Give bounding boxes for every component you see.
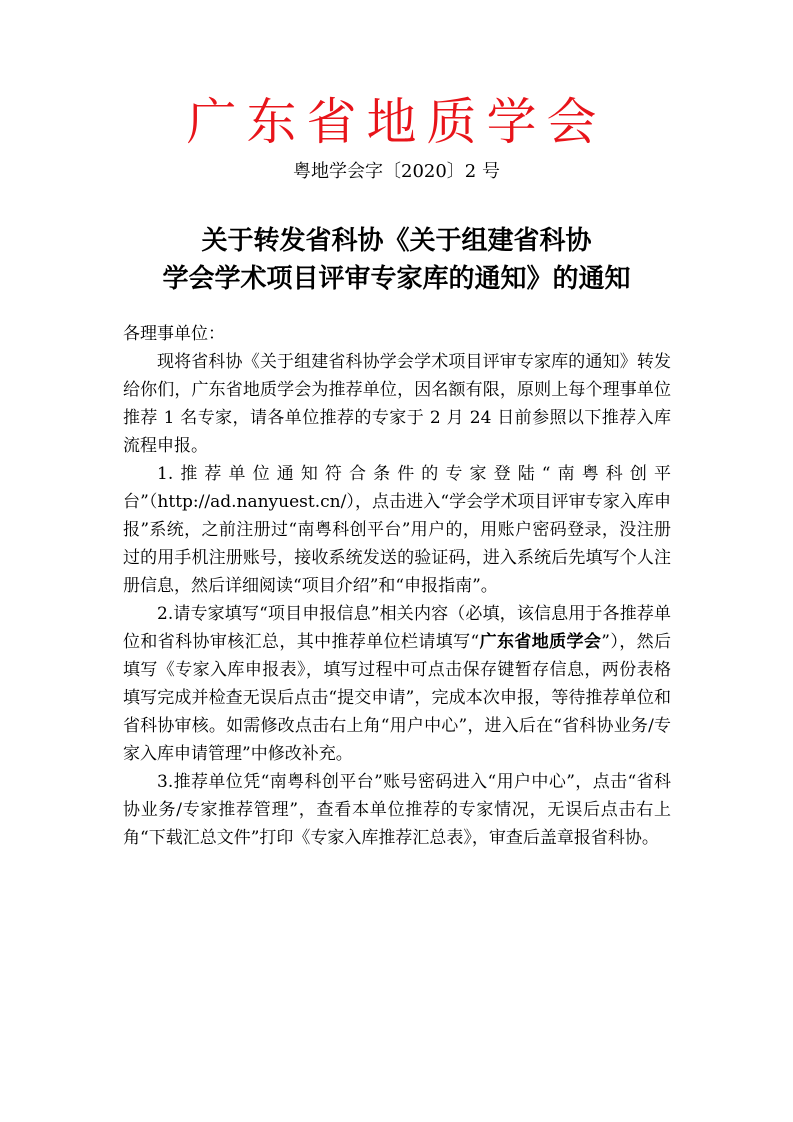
document-title-line-1: 关于转发省科协《关于组建省科协 [201, 226, 592, 256]
document-title [0, 222, 793, 298]
step-2-text-b: ”），然后填写《专家入库申报表》，填写过程中可点击保存键暂存信息，两份表格填写完成并检查无误后点击“提交申请”，完成本次申报，等待推荐单位和省科协审核。如需修改点击右上角“用户中心”，进入后在“省科协业务/专家入库申请管理”中修改补充。 [123, 632, 671, 764]
document-number: 粤地学会字〔2020〕2 号 [293, 161, 500, 182]
salutation: 各理事单位： [123, 324, 225, 344]
recommending-unit-name: 广东省地质学会 [479, 632, 602, 652]
paragraph-step-3: 3.推荐单位凭“南粤科创平台”账号密码进入“用户中心”，点击“省科协业务/专家推荐管理”，查看本单位推荐的专家情况，无误后点击右上角“下载汇总文件”打印《专家入库推荐汇总表》，审查后盖章报省科协。 [123, 772, 671, 848]
paragraph-step-1: 1.推荐单位通知符合条件的专家登陆“南粤科创平台”（http://ad.nanyuest.cn/），点击进入“学会学术项目评审专家入库申报”系统，之前注册过“南粤科创平台”用户的，用账户密码登录，没注册过的用手机注册账号，接收系统发送的验证码，进入系统后先填写个人注册信息，然后详细阅读“项目介绍”和“申报指南”。 [123, 464, 671, 596]
step-2-text-a: 2.请专家填写“项目申报信息”相关内容（必填，该信息用于各推荐单位和省科协审核汇总，其中推荐单位栏请填写“ [123, 604, 671, 652]
paragraph-intro: 现将省科协《关于组建省科协学会学术项目评审专家库的通知》转发给你们，广东省地质学会为推荐单位，因名额有限，原则上每个理事单位推荐 1 名专家，请各单位推荐的专家于 2 月 24 日前参照以下推荐入库流程申报。 [123, 352, 671, 456]
document-title-line-2: 学会学术项目评审专家库的通知》的通知 [162, 264, 631, 294]
paragraph-step-2 [123, 600, 671, 768]
document-body [123, 320, 671, 852]
org-title: 广东省地质学会 [186, 93, 607, 151]
